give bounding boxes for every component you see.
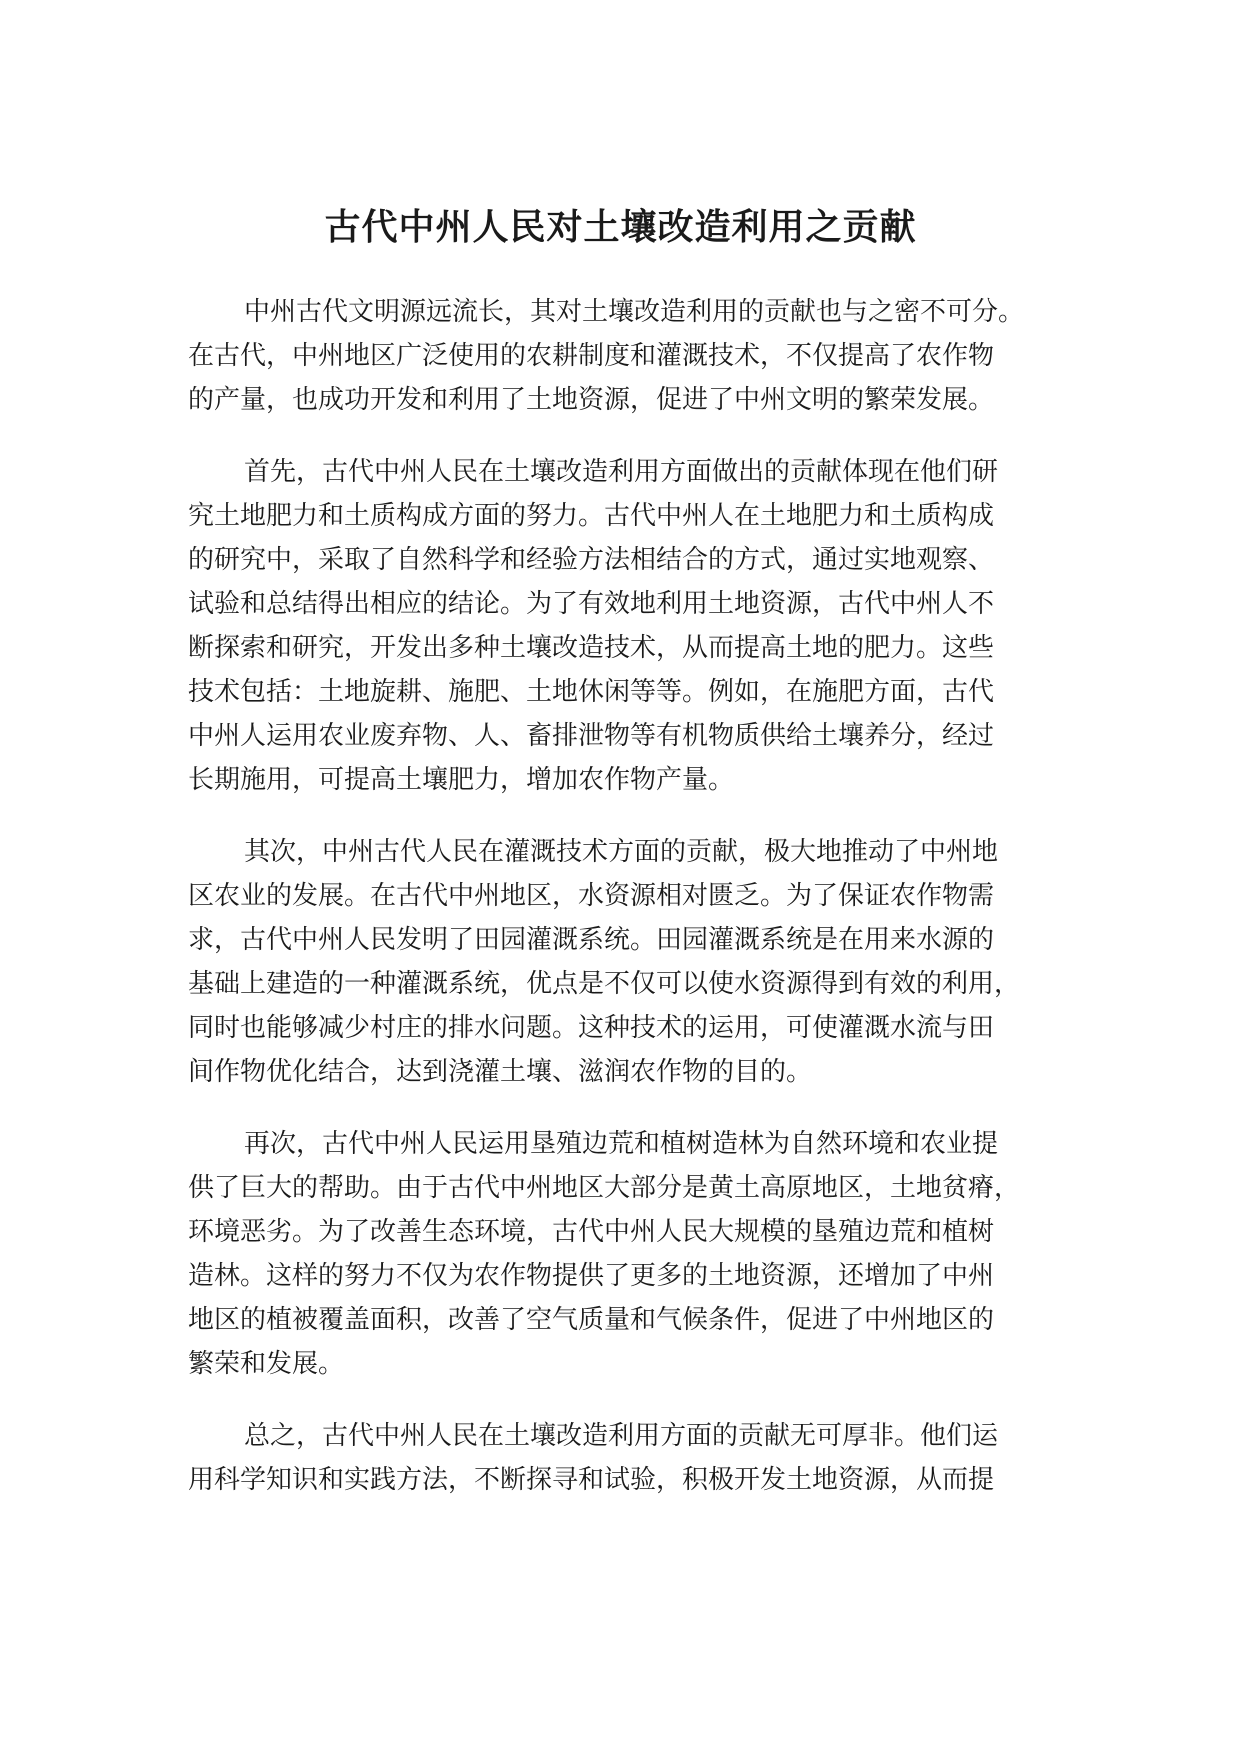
text-line: 区农业的发展。在古代中州地区，水资源相对匮乏。为了保证农作物需 (188, 881, 995, 911)
paragraph (188, 1414, 1088, 1502)
text-line: 环境恶劣。为了改善生态环境，古代中州人民大规模的垦殖边荒和植树 (188, 1217, 995, 1247)
text-line: 基础上建造的一种灌溉系统，优点是不仅可以使水资源得到有效的利用， (188, 969, 1021, 999)
text-line: 用科学知识和实践方法，不断探寻和试验，积极开发土地资源，从而提 (188, 1465, 995, 1495)
text-line: 究土地肥力和土质构成方面的努力。古代中州人在土地肥力和土质构成 (188, 501, 995, 531)
text-line: 同时也能够减少村庄的排水问题。这种技术的运用，可使灌溉水流与田 (188, 1013, 995, 1043)
text-line: 间作物优化结合，达到浇灌土壤、滋润农作物的目的。 (188, 1057, 813, 1087)
text-line: 中州古代文明源远流长，其对土壤改造利用的贡献也与之密不可分。 (244, 297, 1025, 327)
text-line: 断探索和研究，开发出多种土壤改造技术，从而提高土地的肥力。这些 (188, 633, 995, 663)
document-body (188, 290, 1088, 1530)
text-line: 再次，古代中州人民运用垦殖边荒和植树造林为自然环境和农业提 (244, 1129, 999, 1159)
text-line: 造林。这样的努力不仅为农作物提供了更多的土地资源，还增加了中州 (188, 1261, 995, 1291)
text-line: 中州人运用农业废弃物、人、畜排泄物等有机物质供给土壤养分，经过 (188, 721, 995, 751)
paragraph (188, 1122, 1088, 1386)
document-title: 古代中州人民对土壤改造利用之贡献 (324, 207, 917, 249)
text-line: 的研究中，采取了自然科学和经验方法相结合的方式，通过实地观察、 (188, 545, 995, 575)
text-line: 地区的植被覆盖面积，改善了空气质量和气候条件，促进了中州地区的 (188, 1305, 995, 1335)
paragraph (188, 450, 1088, 802)
text-line: 的产量，也成功开发和利用了土地资源，促进了中州文明的繁荣发展。 (188, 385, 995, 415)
paragraph (188, 290, 1088, 422)
text-line: 总之，古代中州人民在土壤改造利用方面的贡献无可厚非。他们运 (244, 1421, 999, 1451)
text-line: 在古代，中州地区广泛使用的农耕制度和灌溉技术，不仅提高了农作物 (188, 341, 995, 371)
text-line: 其次，中州古代人民在灌溉技术方面的贡献，极大地推动了中州地 (244, 837, 999, 867)
text-line: 首先，古代中州人民在土壤改造利用方面做出的贡献体现在他们研 (244, 457, 999, 487)
text-line: 试验和总结得出相应的结论。为了有效地利用土地资源，古代中州人不 (188, 589, 995, 619)
paragraph (188, 830, 1088, 1094)
text-line: 长期施用，可提高土壤肥力，增加农作物产量。 (188, 765, 735, 795)
text-line: 繁荣和发展。 (188, 1349, 345, 1379)
text-line: 技术包括：土地旋耕、施肥、土地休闲等等。例如，在施肥方面，古代 (188, 677, 995, 707)
text-line: 供了巨大的帮助。由于古代中州地区大部分是黄土高原地区，土地贫瘠， (188, 1173, 1021, 1203)
text-line: 求，古代中州人民发明了田园灌溉系统。田园灌溉系统是在用来水源的 (188, 925, 995, 955)
